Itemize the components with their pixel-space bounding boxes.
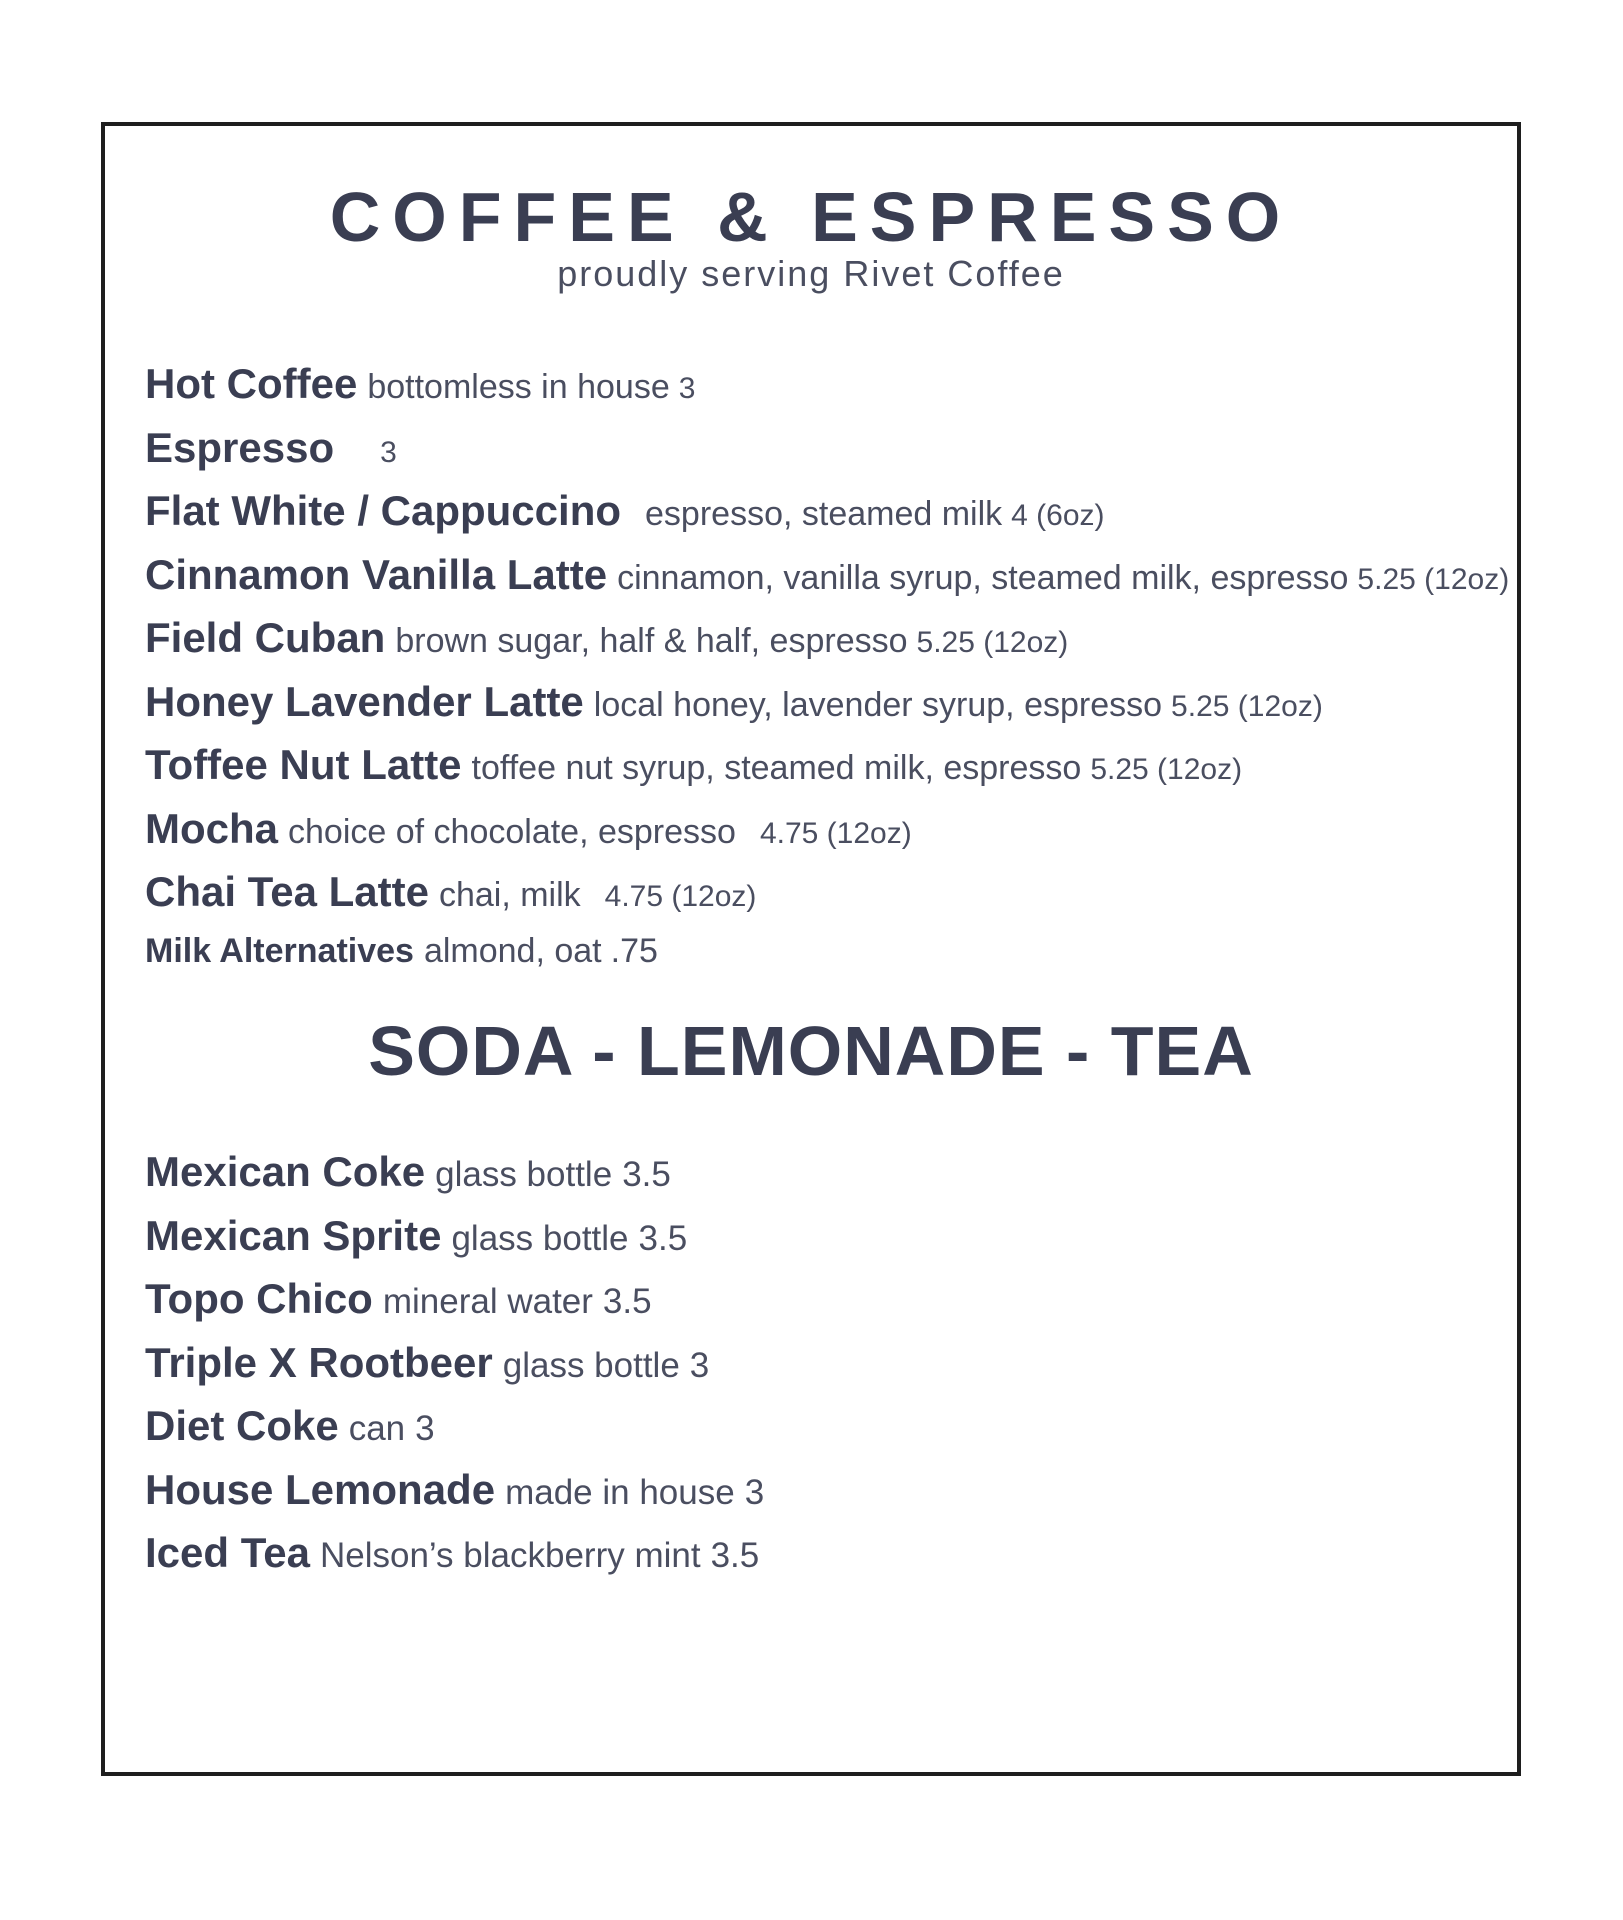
menu-item-flat-white-cappuccino: [145, 487, 1509, 551]
item-name: Espresso: [145, 423, 335, 471]
item-description: glass bottle: [502, 1345, 680, 1385]
item-description: bottomless in house: [367, 368, 670, 406]
item-description: mineral water: [382, 1282, 593, 1321]
item-price: 5.25 (12oz): [1357, 562, 1510, 596]
item-name: Mocha: [145, 804, 279, 852]
item-price: 3.5: [602, 1282, 652, 1321]
item-price: 5.25 (12oz): [916, 626, 1069, 659]
soda-item-list: [145, 1148, 764, 1593]
item-description: Nelson’s blackberry mint: [319, 1536, 701, 1575]
item-price: 3: [678, 372, 696, 405]
item-name: Triple X Rootbeer: [145, 1338, 493, 1386]
item-price: 3.5: [638, 1218, 688, 1258]
item-price: 3.5: [622, 1155, 671, 1194]
item-price: 4.75 (12oz): [604, 880, 757, 913]
item-price: 3: [744, 1472, 765, 1512]
item-description: choice of chocolate, espresso: [288, 812, 736, 851]
item-price: 3: [380, 435, 397, 469]
item-price: .75: [610, 931, 658, 970]
menu-item-mocha: [145, 805, 1509, 869]
item-name: Topo Chico: [145, 1275, 373, 1322]
item-name: Field Cuban: [145, 614, 386, 661]
menu-item-iced-tea: [145, 1529, 764, 1593]
item-description: local honey, lavender syrup, espresso: [593, 685, 1163, 724]
item-description: almond, oat: [423, 931, 602, 970]
item-price: 4 (6oz): [1011, 499, 1105, 532]
item-price: 3.5: [710, 1536, 760, 1575]
item-description: toffee nut syrup, steamed milk, espresso: [471, 749, 1082, 787]
menu-item-cinnamon-vanilla-latte: [145, 551, 1509, 615]
item-price: 5.25 (12oz): [1090, 753, 1243, 786]
item-description: espresso, steamed milk: [645, 495, 1003, 533]
item-name: Mexican Sprite: [145, 1211, 442, 1259]
item-name: Mexican Coke: [145, 1148, 426, 1195]
menu-item-espresso: [145, 424, 1509, 488]
menu-item-honey-lavender-latte: [145, 678, 1509, 742]
item-price: 3: [415, 1409, 435, 1448]
soda-section-title: SODA - LEMONADE - TEA: [368, 1012, 1254, 1090]
menu-item-toffee-nut-latte: [145, 741, 1509, 805]
item-description: cinnamon, vanilla syrup, steamed milk, espresso: [617, 558, 1349, 597]
item-name: Hot Coffee: [145, 360, 358, 407]
item-description: brown sugar, half & half, espresso: [395, 622, 908, 660]
menu-item-milk-alternatives: [145, 932, 1509, 988]
menu-item-mexican-sprite: [145, 1212, 764, 1276]
menu-item-mexican-coke: [145, 1148, 764, 1212]
menu-item-house-lemonade: [145, 1466, 764, 1530]
item-description: can: [348, 1409, 406, 1448]
item-description: glass bottle: [435, 1155, 613, 1194]
menu-item-diet-coke: [145, 1402, 764, 1466]
item-name: Flat White / Cappuccino: [145, 487, 622, 534]
menu-item-hot-coffee: [145, 360, 1509, 424]
item-description: made in house: [505, 1472, 735, 1512]
item-name: Honey Lavender Latte: [145, 677, 584, 725]
menu-item-chai-tea-latte: [145, 868, 1509, 932]
item-name: House Lemonade: [145, 1465, 496, 1513]
menu-item-topo-chico: [145, 1275, 764, 1339]
coffee-section-subtitle: proudly serving Rivet Coffee: [557, 253, 1065, 294]
item-name: Toffee Nut Latte: [145, 741, 462, 788]
item-description: chai, milk: [438, 876, 581, 914]
item-description: glass bottle: [451, 1218, 629, 1258]
menu-item-field-cuban: [145, 614, 1509, 678]
item-price: 3: [689, 1345, 710, 1385]
item-name: Chai Tea Latte: [145, 868, 429, 915]
item-price: 4.75 (12oz): [759, 816, 912, 850]
item-name: Diet Coke: [145, 1402, 339, 1449]
menu-frame: [101, 122, 1521, 1776]
item-name: Cinnamon Vanilla Latte: [145, 550, 608, 598]
coffee-item-list: [145, 360, 1509, 988]
menu-item-triple-x-rootbeer: [145, 1339, 764, 1403]
item-price: 5.25 (12oz): [1171, 689, 1323, 723]
coffee-section-title: COFFEE & ESPRESSO: [329, 178, 1293, 256]
item-name: Iced Tea: [145, 1529, 310, 1576]
item-name: Milk Alternatives: [145, 931, 414, 970]
